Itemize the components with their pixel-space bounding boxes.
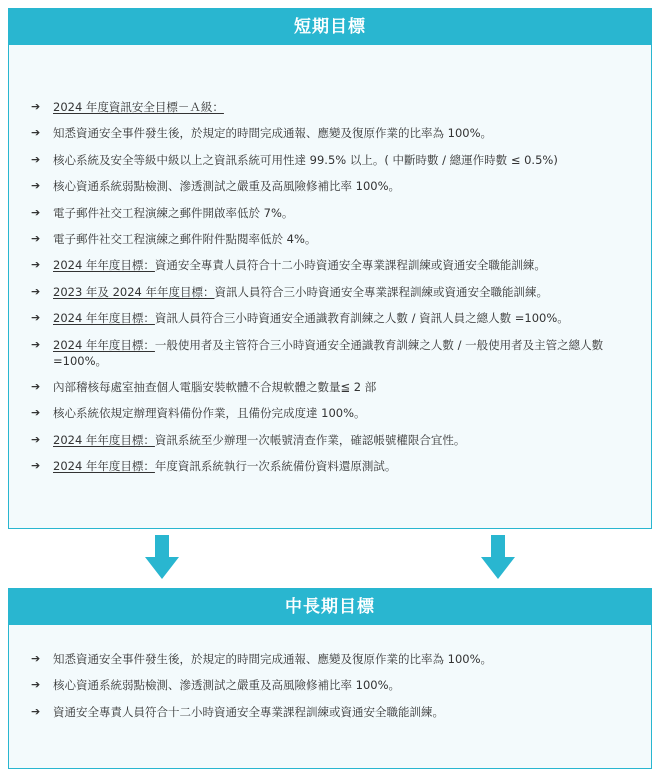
goal-text: 知悉資通安全事件發生後，於規定的時間完成通報、應變及復原作業的比率為 100%。 [53,126,493,141]
arrow-down-icon [481,535,515,579]
arrow-down-icon [145,535,179,579]
goal-text: 核心資通系統弱點檢測、滲透測試之嚴重及高風險修補比率 100%。 [53,179,401,194]
goal-item [31,257,637,273]
arrow-right-icon: ➔ [31,704,41,718]
short-term-goals-list [9,45,651,474]
goal-text: 核心系統及安全等級中級以上之資訊系統可用性達 99.5% 以上。( 中斷時數 / 總運作時數 ≤ 0.5%) [53,152,558,167]
arrow-right-icon: ➔ [31,459,41,473]
goal-item [31,152,637,168]
goal-text: 資訊系統至少辦理一次帳號清查作業，確認帳號權限合宜性。 [154,432,466,447]
goal-label: 2023 年及 2024 年年度目標： [53,284,215,299]
goal-label: 2024 年度資訊安全目標－Ａ級： [53,100,224,114]
arrow-right-icon: ➔ [31,258,41,272]
arrow-right-icon: ➔ [31,126,41,140]
short-term-goals-panel [8,8,652,529]
arrow-right-icon: ➔ [31,432,41,446]
goal-item [31,379,637,395]
short-term-goals-title: 短期目標 [9,9,651,45]
goal-label: 2024 年年度目標： [53,459,155,474]
arrow-right-icon: ➔ [31,337,41,351]
goal-text: 電子郵件社交工程演練之郵件附件點閱率低於 4%。 [53,231,317,246]
goal-item [31,405,637,421]
goal-item [31,231,637,247]
goal-item [31,284,637,300]
arrow-right-icon: ➔ [31,284,41,298]
goal-item [31,205,637,221]
goal-item [31,677,637,693]
long-term-goals-title: 中長期目標 [9,589,651,625]
goal-item [31,704,637,720]
goal-text: 核心資通系統弱點檢測、滲透測試之嚴重及高風險修補比率 100%。 [53,678,401,693]
goal-item [31,125,637,141]
goal-text: 核心系統依規定辦理資料備份作業，且備份完成度達 100%。 [53,406,366,421]
goal-label: 2024 年年度目標： [53,311,155,326]
goal-label: 2024 年年度目標： [53,432,155,447]
goal-label: 2024 年年度目標： [53,337,155,352]
arrow-right-icon: ➔ [31,311,41,325]
long-term-goals-panel [8,588,652,769]
goal-item [31,178,637,194]
goal-label: 2024 年年度目標： [53,258,155,273]
goal-item [31,310,637,326]
goal-text: 一般使用者及主管符合三小時資通安全通識教育訓練之人數 / 一般使用者及主管之總人數 =100%。 [53,337,604,368]
arrow-right-icon: ➔ [31,152,41,166]
arrow-right-icon: ➔ [31,205,41,219]
goal-text: 資訊人員符合三小時資通安全專業課程訓練或資通安全職能訓練。 [214,284,548,299]
goal-item [31,99,637,115]
goal-item [31,651,637,667]
goal-item [31,432,637,448]
arrow-right-icon: ➔ [31,406,41,420]
goal-text: 知悉資通安全事件發生後，於規定的時間完成通報、應變及復原作業的比率為 100%。 [53,652,493,666]
arrow-right-icon: ➔ [31,231,41,245]
arrow-right-icon: ➔ [31,652,41,665]
goal-text: 資通安全專責人員符合十二小時資通安全專業課程訓練或資通安全職能訓練。 [53,704,444,719]
arrow-right-icon: ➔ [31,678,41,692]
goal-text: 內部稽核每處室抽查個人電腦安裝軟體不合規軟體之數量≦ 2 部 [53,379,377,394]
long-term-goals-list [9,625,651,720]
arrow-right-icon: ➔ [31,379,41,393]
goal-item [31,458,637,474]
goal-item [31,337,637,369]
goal-text: 資通安全專責人員符合十二小時資通安全專業課程訓練或資通安全職能訓練。 [154,258,546,273]
arrow-right-icon: ➔ [31,179,41,193]
goal-text: 資訊人員符合三小時資通安全通識教育訓練之人數 / 資訊人員之總人數 =100%。 [154,311,569,326]
goal-text: 年度資訊系統執行一次系統備份資料還原測試。 [154,459,397,474]
goal-text: 電子郵件社交工程演練之郵件開啟率低於 7%。 [53,205,294,220]
arrow-right-icon: ➔ [31,100,41,113]
